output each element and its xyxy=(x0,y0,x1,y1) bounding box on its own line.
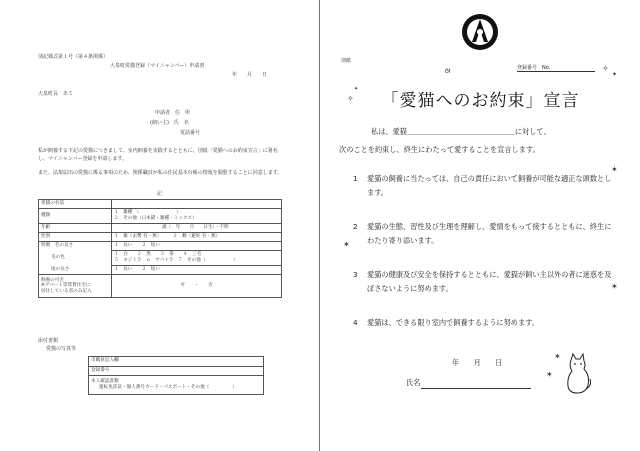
promise-text: 愛猫は、できる限り室内で飼養するように努めます。 xyxy=(367,318,539,327)
breed-options[interactable] xyxy=(112,209,282,224)
breed-label: 種類 xyxy=(39,209,112,224)
signature-line[interactable] xyxy=(421,388,531,389)
application-table xyxy=(38,199,282,298)
promise-number: 1 xyxy=(353,174,358,183)
sparkle-icon: ✶ xyxy=(343,240,350,249)
promise-number: 3 xyxy=(353,270,358,279)
cat-silhouette-icon: ᘛ xyxy=(445,68,451,75)
form-reference: 別記様式第１号（第４条関係） xyxy=(38,54,109,60)
town-emblem-icon xyxy=(460,12,500,52)
sparkle-icon: ✦ xyxy=(612,71,618,78)
id-docs-options: 運転免許証・個人番号カード・パスポート・その他（ ） xyxy=(99,385,237,390)
declaration-lead-1: 私は、愛猫＿＿＿＿＿＿＿＿＿＿＿＿＿＿＿に対して、 xyxy=(371,127,551,136)
promise-text: 愛猫の生態、習性及び生理を理解し、愛情をもって接するとともに、終生にわたり寄り添います。 xyxy=(367,222,612,245)
sparkle-icon: ✶ xyxy=(611,282,618,291)
housing-note-1: ※アパート等賃貸住宅に xyxy=(41,283,91,289)
cat-name-field[interactable] xyxy=(112,200,282,209)
intro-paragraph-2: また、法規届出の愛猫に係る事項のため、関係職員が私の住民基本台帳の情報を閲覧することに同意します。 xyxy=(38,170,283,176)
declaration-lead-2: 次のことを約束し、終生にわたって愛することを宣言します。 xyxy=(339,145,540,154)
table-row xyxy=(89,357,264,367)
annex-label: 別紙 xyxy=(341,58,352,64)
table-row xyxy=(39,242,282,251)
promise-text: 愛猫の健康及び安全を保持するとともに、愛猫が飼い主以外の者に迷惑を及ぼさないように努めます。 xyxy=(367,270,612,293)
coat-color-options[interactable] xyxy=(112,251,282,266)
sparkle-icon: ✧ xyxy=(347,94,354,103)
sparkle-icon: ✶ xyxy=(611,165,618,174)
applicant-phone-label: 電話番号 xyxy=(180,130,201,136)
coat-color-row-1: １ 白 ２ 黒 ３ 茶 ４ 三毛 xyxy=(114,252,202,258)
promise-number: 2 xyxy=(353,222,358,231)
addressee: 大泉町長 あて xyxy=(38,91,74,97)
table-row xyxy=(39,251,282,266)
table-row xyxy=(39,224,282,233)
breed-option-2: ２ その他（日本猫・雑種・ミックス） xyxy=(114,216,197,221)
housing-label: 飼養の可否 xyxy=(41,277,64,283)
registration-number-label: 登録番号 xyxy=(89,366,264,376)
declaration-page xyxy=(321,0,640,451)
table-row xyxy=(39,209,282,224)
promise-item-4 xyxy=(353,316,618,330)
intro-paragraph-1: 私が飼養する下記の愛猫につきまして、室内飼養を実践するとともに、別紙「愛猫へのお約束宣言」に署名し、マイニャンバー登録を申請します。 xyxy=(38,148,278,162)
promise-text: 愛猫の飼養に当たっては、自己の責任において飼養が可能な適正な頭数とします。 xyxy=(367,174,612,197)
coat-length-field[interactable]: １ 長い ２ 短い xyxy=(112,242,282,251)
sparkle-icon: ✶ xyxy=(546,370,553,379)
promise-number: 4 xyxy=(353,318,358,327)
attachments-heading: 添付書類 xyxy=(38,338,59,344)
sparkle-icon: ✶ xyxy=(554,352,561,361)
id-docs-cell xyxy=(89,376,264,395)
sparkle-icon: ✦ xyxy=(354,86,359,92)
tail-length-field[interactable]: １ 長い ２ 短い xyxy=(112,266,282,275)
form-title: 大泉町愛猫登録（マイニャンバー）申請書 xyxy=(110,63,205,69)
applicant-address-label: 申請者 住 所 xyxy=(155,110,191,116)
id-docs-label: 本人確認書類 xyxy=(91,379,119,385)
tail-length-label: 尾の長さ xyxy=(39,266,112,275)
cat-name-label: 愛猫の名前 xyxy=(39,200,112,209)
table-row xyxy=(89,366,264,376)
sex-field[interactable]: １ 雄（去勢 有・無） ２ 雌（避妊 有・無） xyxy=(112,233,282,242)
age-field[interactable]: 歳（ 年 月 日生）・不明 xyxy=(112,224,282,233)
registration-number: 登録番号 No. xyxy=(517,64,595,72)
table-row xyxy=(89,376,264,395)
coat-length-label: 特徴 毛の長さ xyxy=(39,242,112,251)
sparkle-icon: ✧ xyxy=(602,64,609,73)
signature-name-label: 氏名 xyxy=(406,378,421,387)
coat-color-label: 毛の色 xyxy=(39,251,112,266)
applicant-name-label: (飼い主) 氏 名 xyxy=(150,120,189,126)
promise-item-1 xyxy=(353,172,618,200)
sex-label: 性別 xyxy=(39,233,112,242)
application-date: 年 月 日 xyxy=(232,72,268,78)
table-row xyxy=(39,266,282,275)
breed-option-1: １ 雑種 （ ） xyxy=(114,210,181,216)
coat-color-row-2: ５ キジトラ ６ サバトラ ７ その他（ ） xyxy=(114,258,238,263)
table-row xyxy=(39,275,282,298)
office-use-label: 市職員記入欄 xyxy=(89,357,264,367)
promise-item-3 xyxy=(353,268,618,296)
table-row xyxy=(39,233,282,242)
housing-label-cell xyxy=(39,275,112,298)
declaration-title: 「愛猫へのお約束」宣言 xyxy=(381,91,580,111)
table-row xyxy=(39,200,282,209)
page-divider xyxy=(319,0,320,451)
ki-heading: 記 xyxy=(157,191,163,197)
age-label: 年齢 xyxy=(39,224,112,233)
housing-note-2: 居住している者のみ記入 xyxy=(41,288,92,294)
cat-illustration-icon xyxy=(559,350,593,396)
attachments-photo: 愛猫の写真等 xyxy=(46,346,77,352)
housing-field[interactable]: 可 ・ 否 xyxy=(112,275,282,298)
office-use-table xyxy=(88,356,264,395)
declaration-date: 年 月 日 xyxy=(452,358,503,367)
promise-item-2 xyxy=(353,220,618,248)
